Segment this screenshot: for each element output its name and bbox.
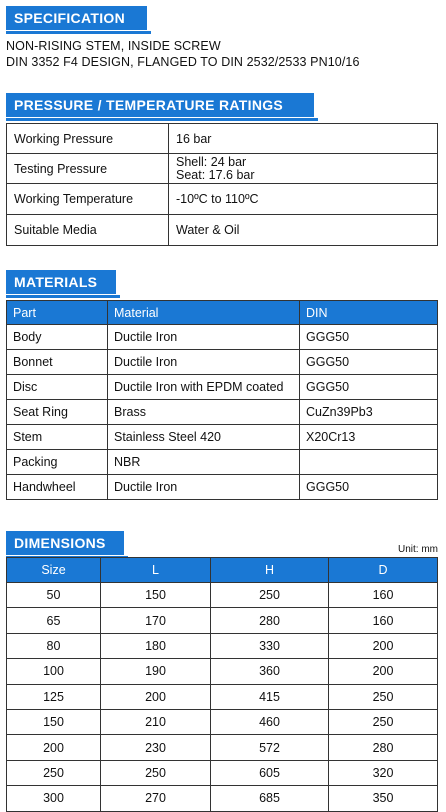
ratings-header [6,93,314,117]
d-cell: 350 [329,786,438,811]
d-cell: 160 [329,583,438,608]
l-cell: 200 [101,684,211,709]
table-header-row [7,558,438,583]
rating-value-multi [169,154,438,184]
table-row [7,760,438,785]
table-row [7,425,438,450]
specification-title: SPECIFICATION [14,10,125,26]
materials-header [6,270,116,294]
material-cell: NBR [108,450,300,475]
material-cell: Ductile Iron [108,350,300,375]
h-cell: 685 [211,786,329,811]
h-cell: 605 [211,760,329,785]
rating-value: Shell: 24 bar [176,154,247,169]
d-cell: 250 [329,709,438,734]
specification-text [6,38,360,70]
rating-value: Seat: 17.6 bar [176,167,255,182]
ratings-title: PRESSURE / TEMPERATURE RATINGS [14,97,284,113]
column-header-size: Size [7,558,101,583]
l-cell: 190 [101,659,211,684]
table-row [7,684,438,709]
table-row [7,124,438,154]
header-underline [6,31,151,34]
h-cell: 460 [211,709,329,734]
dimensions-header [6,531,124,555]
rating-label: Testing Pressure [7,154,169,184]
d-cell: 250 [329,684,438,709]
column-header-h: H [211,558,329,583]
dimensions-title: DIMENSIONS [14,535,106,551]
din-cell: CuZn39Pb3 [300,400,438,425]
header-underline [6,295,120,298]
d-cell: 280 [329,735,438,760]
table-row [7,325,438,350]
table-row [7,608,438,633]
din-cell: GGG50 [300,325,438,350]
part-cell: Handwheel [7,475,108,500]
h-cell: 330 [211,633,329,658]
l-cell: 150 [101,583,211,608]
table-row [7,786,438,811]
h-cell: 250 [211,583,329,608]
materials-table [6,300,438,500]
rating-label: Working Temperature [7,184,169,215]
size-cell: 200 [7,735,101,760]
d-cell: 200 [329,659,438,684]
table-row [7,450,438,475]
materials-title: MATERIALS [14,274,98,290]
din-cell: GGG50 [300,350,438,375]
table-header-row [7,301,438,325]
rating-value: -10ºC to 110ºC [169,184,438,215]
rating-value: 16 bar [169,124,438,154]
part-cell: Packing [7,450,108,475]
table-row [7,350,438,375]
material-cell: Ductile Iron [108,325,300,350]
table-row [7,215,438,246]
material-cell: Stainless Steel 420 [108,425,300,450]
l-cell: 270 [101,786,211,811]
l-cell: 180 [101,633,211,658]
size-cell: 65 [7,608,101,633]
table-row [7,659,438,684]
l-cell: 230 [101,735,211,760]
column-header-material: Material [108,301,300,325]
size-cell: 50 [7,583,101,608]
l-cell: 210 [101,709,211,734]
din-cell: GGG50 [300,375,438,400]
table-row [7,633,438,658]
column-header-part: Part [7,301,108,325]
rating-value: Water & Oil [169,215,438,246]
l-cell: 170 [101,608,211,633]
table-row [7,184,438,215]
ratings-table [6,123,438,246]
part-cell: Disc [7,375,108,400]
material-cell: Ductile Iron with EPDM coated [108,375,300,400]
unit-label: Unit: mm [398,544,438,555]
din-cell: GGG50 [300,475,438,500]
din-cell: X20Cr13 [300,425,438,450]
part-cell: Bonnet [7,350,108,375]
rating-label: Suitable Media [7,215,169,246]
spec-line: DIN 3352 F4 DESIGN, FLANGED TO DIN 2532/2533 PN10/16 [6,55,360,69]
size-cell: 125 [7,684,101,709]
table-row [7,583,438,608]
column-header-din: DIN [300,301,438,325]
table-row [7,709,438,734]
l-cell: 250 [101,760,211,785]
size-cell: 250 [7,760,101,785]
specification-header [6,6,147,30]
part-cell: Seat Ring [7,400,108,425]
size-cell: 300 [7,786,101,811]
material-cell: Brass [108,400,300,425]
h-cell: 280 [211,608,329,633]
header-underline [6,118,318,121]
dimensions-table [6,557,438,812]
table-row [7,154,438,184]
column-header-l: L [101,558,211,583]
h-cell: 572 [211,735,329,760]
size-cell: 80 [7,633,101,658]
part-cell: Stem [7,425,108,450]
column-header-d: D [329,558,438,583]
rating-label: Working Pressure [7,124,169,154]
size-cell: 150 [7,709,101,734]
table-row [7,735,438,760]
size-cell: 100 [7,659,101,684]
part-cell: Body [7,325,108,350]
spec-line: NON-RISING STEM, INSIDE SCREW [6,39,221,53]
d-cell: 200 [329,633,438,658]
d-cell: 160 [329,608,438,633]
table-row [7,475,438,500]
d-cell: 320 [329,760,438,785]
h-cell: 415 [211,684,329,709]
din-cell [300,450,438,475]
table-row [7,375,438,400]
table-row [7,400,438,425]
h-cell: 360 [211,659,329,684]
material-cell: Ductile Iron [108,475,300,500]
